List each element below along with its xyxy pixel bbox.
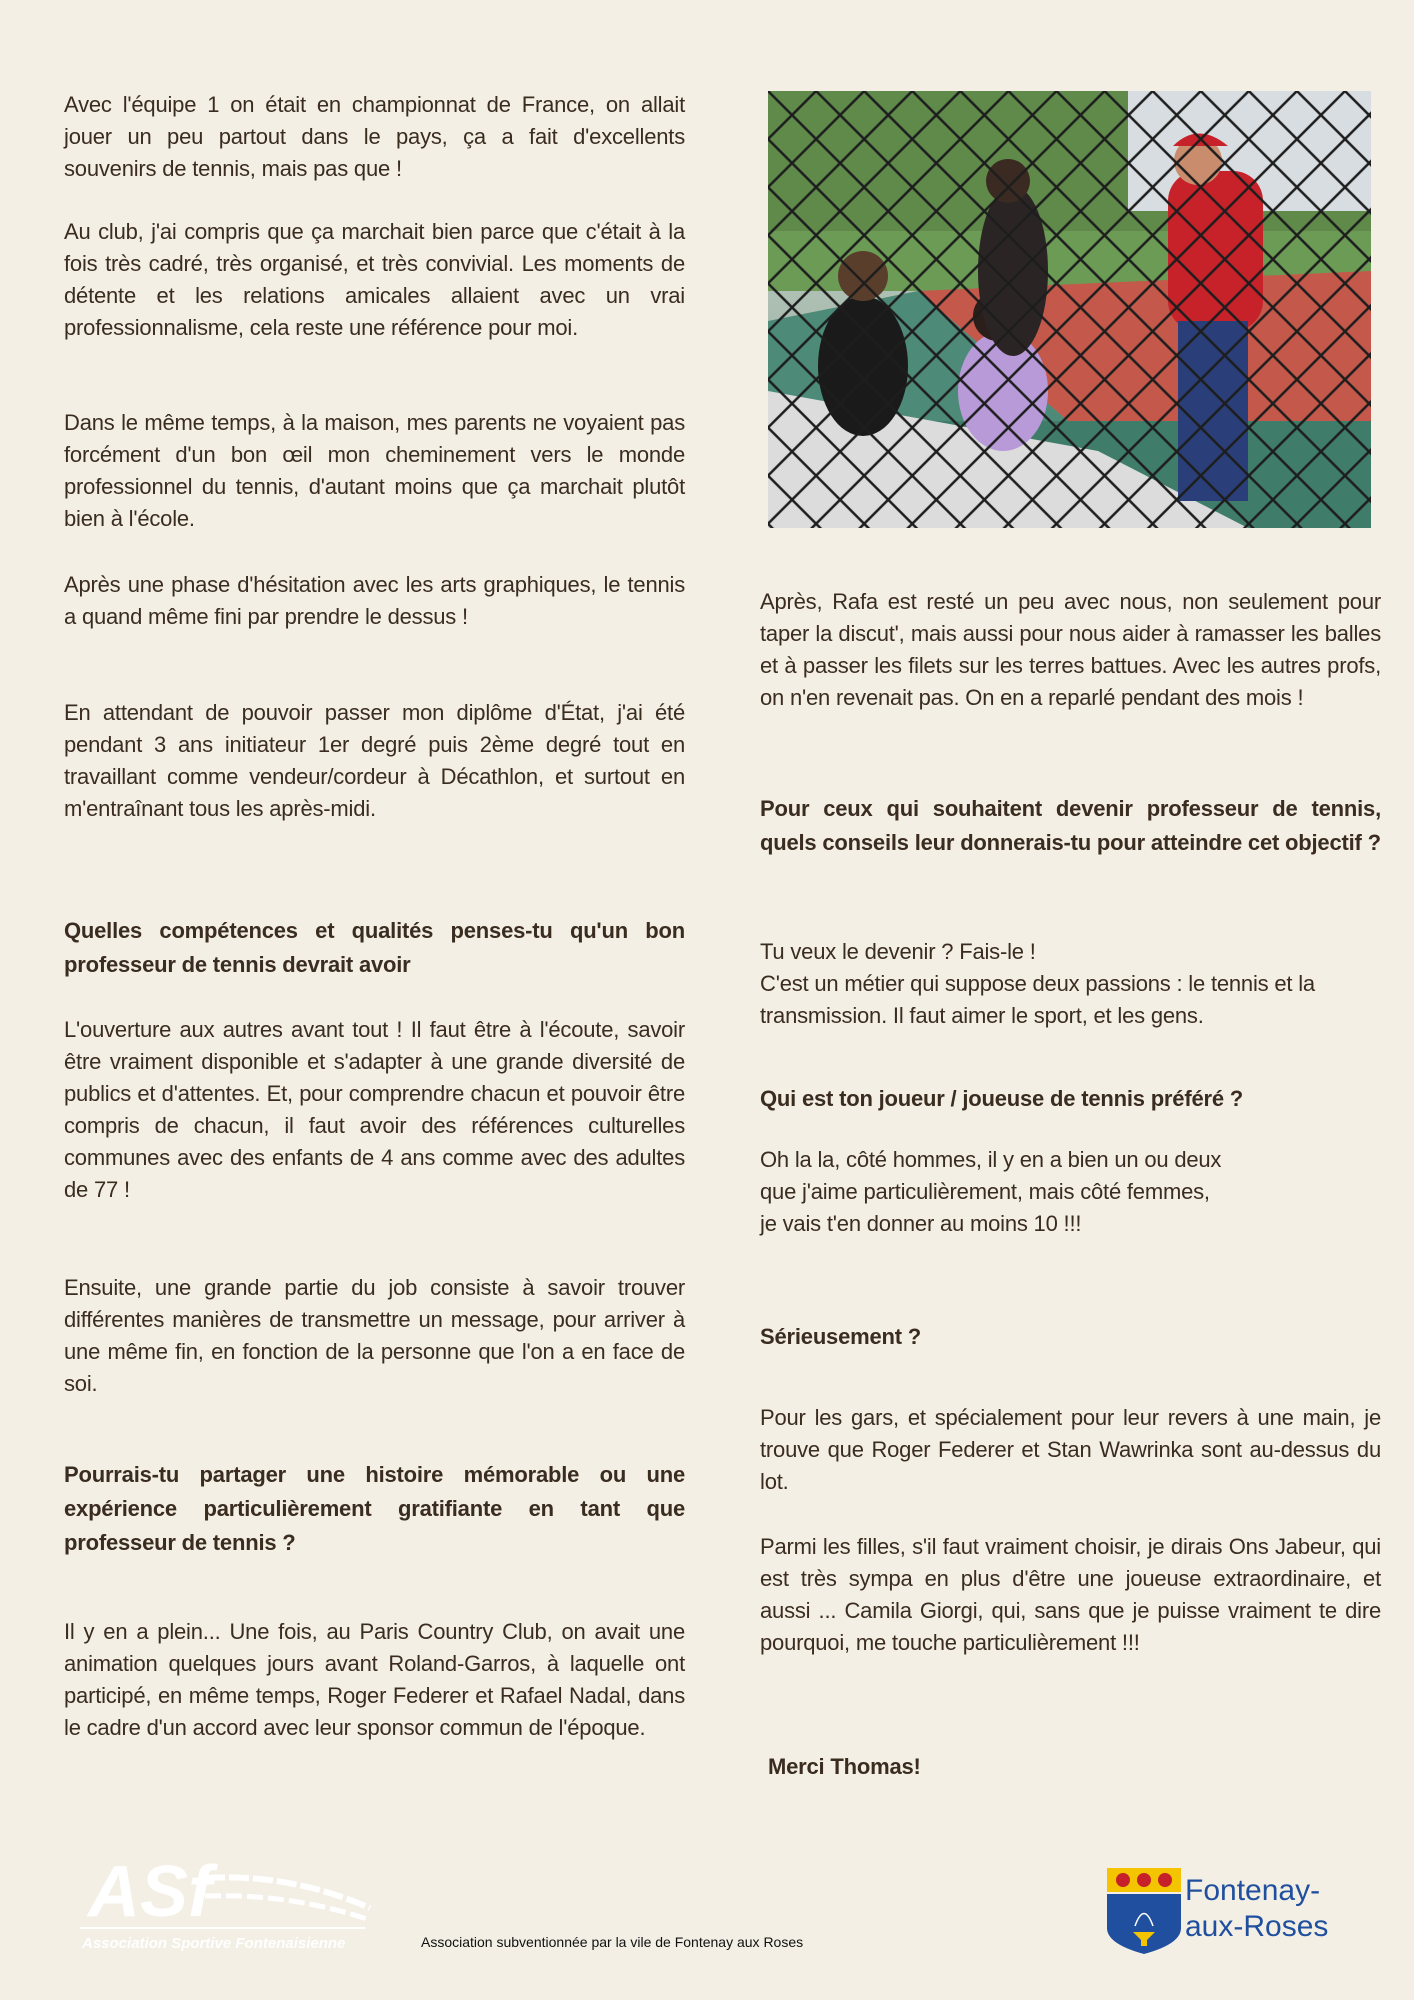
question-heading: Quelles compétences et qualités penses-tu qu'un bon professeur de tennis devrait avoir — [64, 918, 685, 977]
paragraph: Tu veux le devenir ? Fais-le ! C'est un métier qui suppose deux passions : le tennis et la transmission. Il faut aimer le sport, et les gens. — [760, 939, 1315, 1028]
paragraph: Il y en a plein... Une fois, au Paris Country Club, on avait une animation quelques jours avant Roland-Garros, à laquelle ont participé, en même temps, Roger Federer et Rafael Nadal, dans le cadre d'un accord avec leur sponsor commun de l'époque. — [64, 1619, 685, 1740]
svg-text:Fontenay-: Fontenay- — [1185, 1874, 1321, 1907]
paragraph: Au club, j'ai compris que ça marchait bien parce que c'était à la fois très cadré, très organisé, et très convivial. Les moments de détente et les relations amicales allaient avec un vrai professionnalisme, cela reste une référence pour moi. — [64, 219, 685, 340]
svg-text:aux-Roses: aux-Roses — [1185, 1910, 1329, 1943]
paragraph: Oh la la, côté hommes, il y en a bien un ou deux que j'aime particulièrement, mais côté femmes, je vais t'en donner au moins 10 !!! — [760, 1147, 1222, 1236]
subsidy-notice: Association subventionnée par la vile de Fontenay aux Roses — [421, 1934, 804, 1950]
paragraph: Dans le même temps, à la maison, mes parents ne voyaient pas forcément d'un bon œil mon cheminement vers le monde professionnel du tennis, d'autant moins que ça marchait plutôt bien à l'école. — [64, 410, 685, 531]
paragraph: Après, Rafa est resté un peu avec nous, non seulement pour taper la discut', mais aussi pour nous aider à ramasser les balles et à passer les filets sur les terres battues. Avec les autres profs, on n'en revenait pas. On en a reparlé pendant des mois ! — [760, 589, 1381, 710]
paragraph: Après une phase d'hésitation avec les arts graphiques, le tennis a quand même fini par prendre le dessus ! — [64, 572, 685, 629]
fontenay-aux-roses-logo — [1105, 1866, 1345, 1954]
asf-logo — [80, 1838, 380, 1954]
paragraph: Pour les gars, et spécialement pour leur revers à une main, je trouve que Roger Federer et Stan Wawrinka sont au-dessus du lot. — [760, 1405, 1381, 1494]
question-heading: Qui est ton joueur / joueuse de tennis préféré ? — [760, 1086, 1244, 1111]
question-heading: Pourrais-tu partager une histoire mémorable ou une expérience particulièrement gratifiante en tant que professeur de tennis ? — [64, 1462, 685, 1555]
closing-thanks: Merci Thomas! — [768, 1754, 921, 1779]
question-heading: Pour ceux qui souhaitent devenir professeur de tennis, quels conseils leur donnerais-tu pour atteindre cet objectif ? — [760, 796, 1381, 855]
svg-text:ASf: ASf — [88, 1852, 212, 1932]
tennis-lesson-photo — [768, 91, 1371, 528]
svg-text:Association Sportive Fontenais: Association Sportive Fontenaisienne — [82, 1935, 346, 1952]
paragraph: En attendant de pouvoir passer mon diplôme d'État, j'ai été pendant 3 ans initiateur 1er degré puis 2ème degré tout en travaillant comme vendeur/cordeur à Décathlon, et surtout en m'entraînant tous les après-midi. — [64, 700, 685, 821]
paragraph: Parmi les filles, s'il faut vraiment choisir, je dirais Ons Jabeur, qui est très sympa en plus d'être une joueuse extraordinaire, et aussi ... Camila Giorgi, qui, sans que je puisse vraiment te dire pourquoi, me touche particulièrement !!! — [760, 1534, 1381, 1655]
question-heading: Sérieusement ? — [760, 1324, 922, 1349]
paragraph: L'ouverture aux autres avant tout ! Il faut être à l'écoute, savoir être vraiment disponible et s'adapter à une grande diversité de publics et d'attentes. Et, pour comprendre chacun et pouvoir être compris de chacun, il faut avoir des références culturelles communes avec des enfants de 4 ans comme avec des adultes de 77 ! — [64, 1017, 685, 1202]
paragraph: Avec l'équipe 1 on était en championnat de France, on allait jouer un peu partout dans le pays, ça a fait d'excellents souvenirs de tennis, mais pas que ! — [64, 92, 685, 181]
paragraph: Ensuite, une grande partie du job consiste à savoir trouver différentes manières de transmettre un message, pour arriver à une même fin, en fonction de la personne que l'on a en face de soi. — [64, 1275, 685, 1396]
